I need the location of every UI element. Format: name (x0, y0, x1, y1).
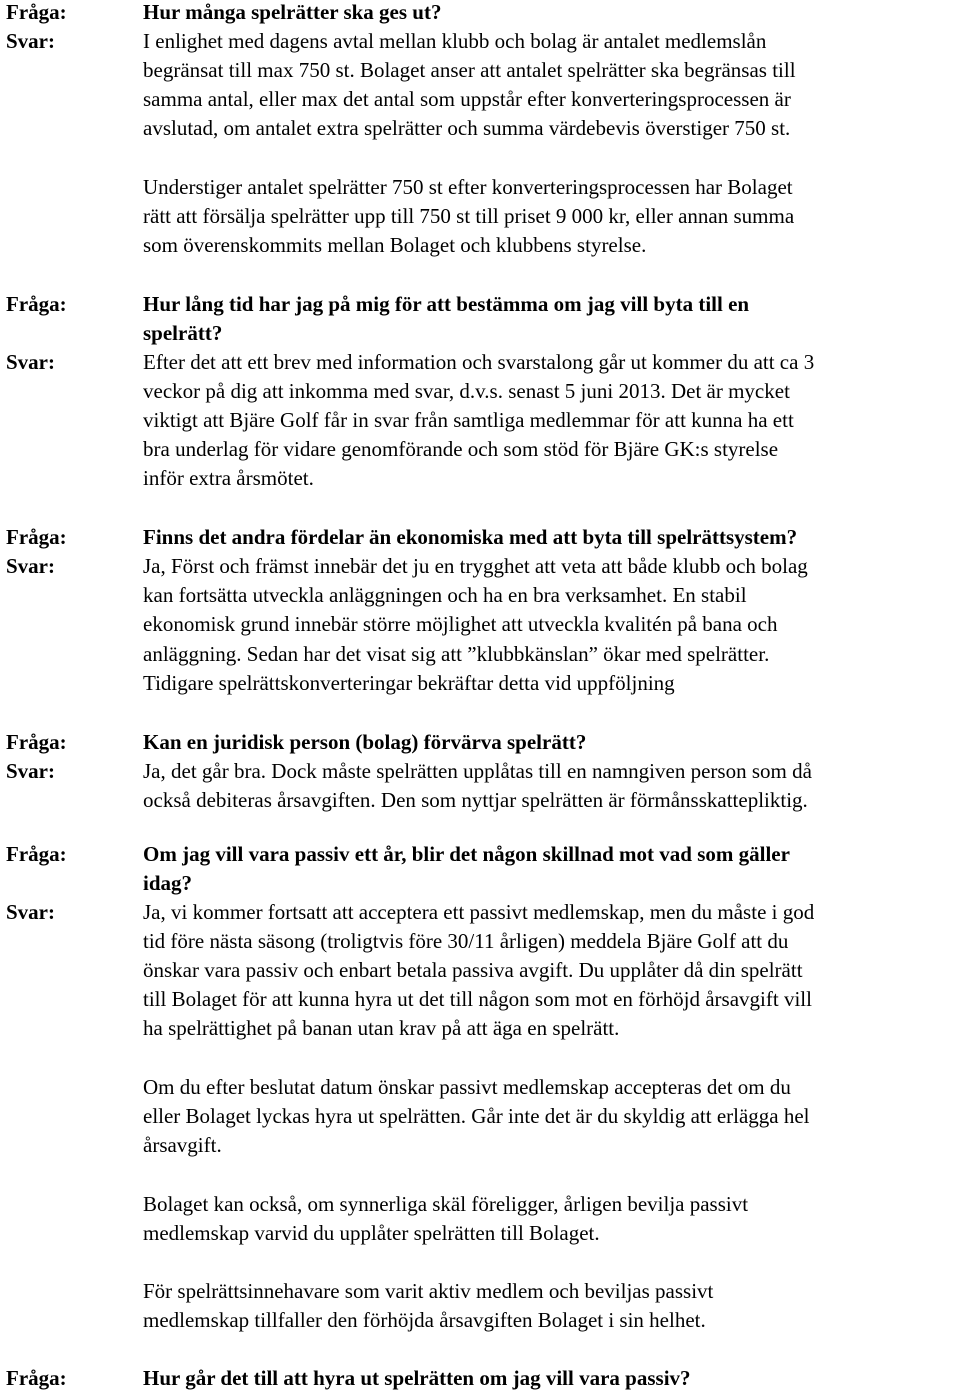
question-label: Fråga: (6, 0, 67, 24)
answer-text: eller Bolaget lyckas hyra ut spelrätten. Går inte det är du skyldig att erlägga hel (143, 1104, 810, 1128)
answer-text-part: veckor på dig att inkomma med svar, d.v.s. senast 5 juni 2013. (143, 379, 666, 403)
answer-text: viktigt att Bjäre Golf får in svar från samtliga medlemmar för att kunna ha ett (143, 408, 794, 432)
answer-text (143, 377, 790, 406)
question-text: Finns det andra fördelar än ekonomiska med att byta till spelrättsystem? (143, 525, 798, 549)
answer-text: ekonomisk grund innebär större möjlighet att utveckla kvalitén på bana och (143, 612, 778, 636)
question-label: Fråga: (6, 292, 67, 316)
question-text: Hur många spelrätter ska ges ut? (143, 0, 442, 24)
answer-label: Svar: (6, 759, 55, 783)
answer-text: samma antal, eller max det antal som uppstår efter konverteringsprocessen är (143, 87, 791, 111)
answer-text: För spelrättsinnehavare som varit aktiv medlem och beviljas passivt (143, 1279, 714, 1303)
answer-text: medlemskap tillfaller den förhöjda årsavgiften Bolaget i sin helhet. (143, 1308, 706, 1332)
answer-text: I enlighet med dagens avtal mellan klubb och bolag är antalet medlemslån (143, 29, 767, 53)
question-text: idag? (143, 871, 193, 895)
question-label: Fråga: (6, 730, 67, 754)
answer-text: medlemskap varvid du upplåter spelrätten till Bolaget. (143, 1221, 600, 1245)
answer-text: som överenskommits mellan Bolaget och klubbens styrelse. (143, 233, 647, 257)
answer-text: Tidigare spelrättskonverteringar bekräftar detta vid uppföljning (143, 671, 675, 695)
answer-label: Svar: (6, 900, 55, 924)
answer-text: också debiteras årsavgiften. Den som nyttjar spelrätten är förmånsskattepliktig. (143, 788, 808, 812)
question-text: Hur går det till att hyra ut spelrätten om jag vill vara passiv? (143, 1366, 691, 1390)
answer-label: Svar: (6, 350, 55, 374)
question-text: Om jag vill vara passiv ett år, blir det någon skillnad mot vad som gäller (143, 842, 790, 866)
answer-label: Svar: (6, 29, 55, 53)
answer-text: årsavgift. (143, 1133, 222, 1157)
question-label: Fråga: (6, 1366, 67, 1390)
answer-text: avslutad, om antalet extra spelrätter och summa värdebevis överstiger 750 st. (143, 116, 791, 140)
answer-text: begränsat till max 750 st. Bolaget anser att antalet spelrätter ska begränsas till (143, 58, 796, 82)
question-text: Hur lång tid har jag på mig för att bestämma om jag vill byta till en (143, 292, 750, 316)
answer-text: anläggning. Sedan har det visat sig att ”klubbkänslan” ökar med spelrätter. (143, 642, 770, 666)
answer-text: rätt att försälja spelrätter upp till 750 st till priset 9 000 kr, eller annan summa (143, 204, 795, 228)
answer-text: ha spelrättighet på banan utan krav på att äga en spelrätt. (143, 1016, 620, 1040)
answer-text: Efter det att ett brev med information och svarstalong går ut kommer du att ca 3 (143, 350, 815, 374)
answer-text-part: Det är mycket (665, 379, 790, 403)
answer-text: bra underlag för vidare genomförande och som stöd för Bjäre GK:s styrelse (143, 437, 779, 461)
answer-text: Ja, vi kommer fortsatt att acceptera ett passivt medlemskap, men du måste i god (143, 900, 815, 924)
question-label: Fråga: (6, 525, 67, 549)
answer-text: till Bolaget för att kunna hyra ut det till någon som mot en förhöjd årsavgift vill (143, 987, 812, 1011)
answer-text: Ja, Först och främst innebär det ju en trygghet att veta att både klubb och bolag (143, 554, 808, 578)
answer-text: Om du efter beslutat datum önskar passivt medlemskap accepteras det om du (143, 1075, 791, 1099)
question-text: spelrätt? (143, 321, 223, 345)
question-label: Fråga: (6, 842, 67, 866)
answer-text: tid före nästa säsong (troligtvis före 30/11 årligen) meddela Bjäre Golf att du (143, 929, 789, 953)
question-text: Kan en juridisk person (bolag) förvärva spelrätt? (143, 730, 587, 754)
answer-text: Understiger antalet spelrätter 750 st efter konverteringsprocessen har Bolaget (143, 175, 793, 199)
answer-label: Svar: (6, 554, 55, 578)
answer-text: önskar vara passiv och enbart betala passiva avgift. Du upplåter då din spelrätt (143, 958, 803, 982)
answer-text: Bolaget kan också, om synnerliga skäl föreligger, årligen bevilja passivt (143, 1192, 749, 1216)
answer-text: kan fortsätta utveckla anläggningen och ha en bra verksamhet. En stabil (143, 583, 747, 607)
answer-text: inför extra årsmötet. (143, 466, 314, 490)
answer-text: Ja, det går bra. Dock måste spelrätten upplåtas till en namngiven person som då (143, 759, 812, 783)
